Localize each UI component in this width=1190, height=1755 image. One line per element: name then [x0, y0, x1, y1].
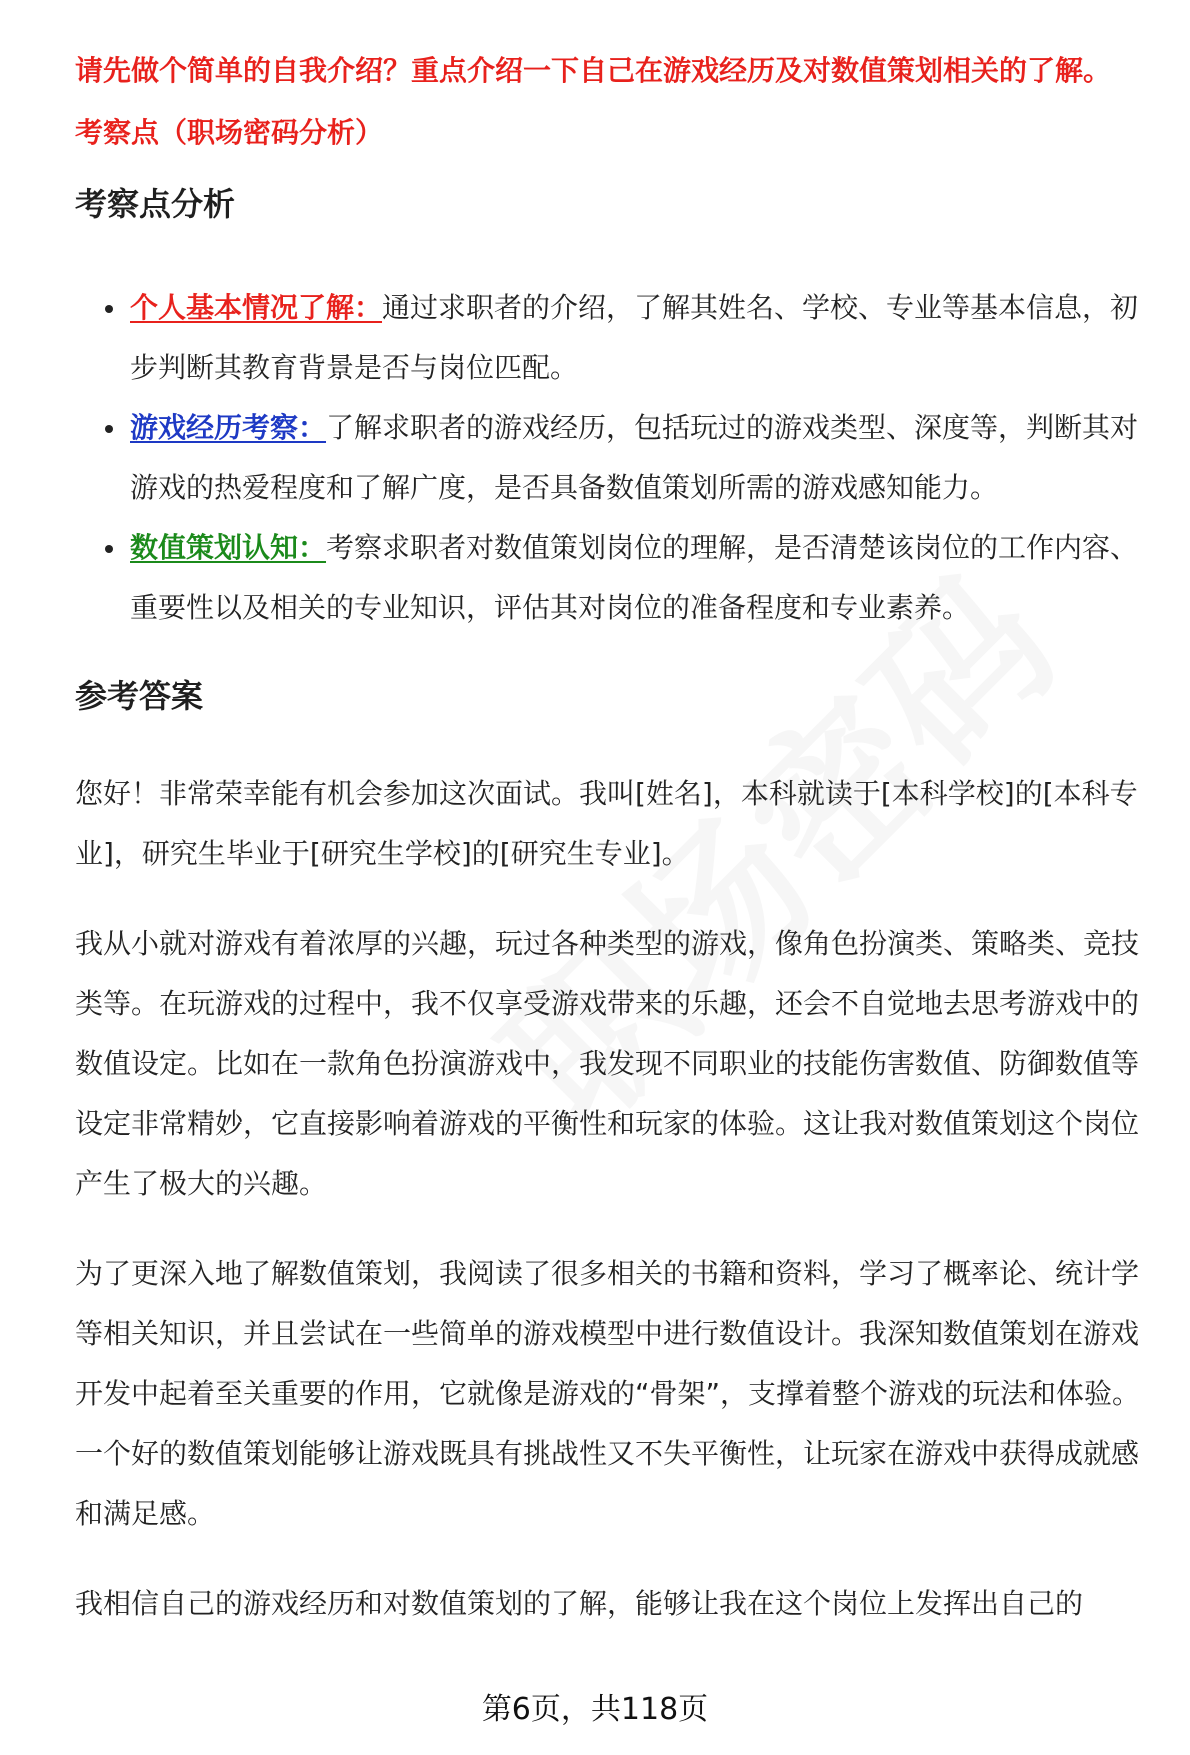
- analysis-heading: 考察点分析: [75, 185, 236, 223]
- analysis-point-text: 考察求职者对数值策划岗位的理解，是否清楚该岗位的工作内容、重要性以及相关的专业知识，评估其对岗位的准备程度和专业素养。: [130, 531, 1139, 624]
- analysis-points-list: [75, 278, 1155, 638]
- analysis-point-text: 了解求职者的游戏经历，包括玩过的游戏类型、深度等，判断其对游戏的热爱程度和了解广度，是否具备数值策划所需的游戏感知能力。: [130, 411, 1139, 504]
- analysis-point: [130, 278, 1155, 398]
- question-title: 请先做个简单的自我介绍？重点介绍一下自己在游戏经历及对数值策划相关的了解。: [75, 54, 1112, 87]
- analysis-point: [130, 398, 1155, 518]
- analysis-point-text: 通过求职者的介绍，了解其姓名、学校、专业等基本信息，初步判断其教育背景是否与岗位匹配。: [130, 291, 1139, 384]
- answer-paragraph: 我相信自己的游戏经历和对数值策划的了解，能够让我在这个岗位上发挥出自己的: [75, 1587, 1084, 1620]
- analysis-point-label: 个人基本情况了解：: [130, 291, 383, 324]
- analysis-point-label: 数值策划认知：: [130, 531, 327, 564]
- answer-paragraph: 为了更深入地了解数值策划，我阅读了很多相关的书籍和资料，学习了概率论、统计学等相关知识，并且尝试在一些简单的游戏模型中进行数值设计。我深知数值策划在游戏开发中起着至关重要的作用，它就像是游戏的“骨架”，支撑着整个游戏的玩法和体验。一个好的数值策划能够让游戏既具有挑战性又不失平衡性，让玩家在游戏中获得成就感和满足感。: [75, 1257, 1141, 1530]
- answer-heading: 参考答案: [75, 677, 204, 715]
- bullet-icon: [105, 305, 113, 313]
- bullet-icon: [105, 425, 113, 433]
- answer-paragraph: 您好！非常荣幸能有机会参加这次面试。我叫[姓名]，本科就读于[本科学校]的[本科专业]，研究生毕业于[研究生学校]的[研究生专业]。: [75, 777, 1138, 870]
- analysis-point: [130, 518, 1155, 638]
- analysis-point-label: 游戏经历考察：: [130, 411, 327, 444]
- bullet-icon: [105, 545, 113, 553]
- page-number: 第6页，共118页: [481, 1692, 709, 1727]
- answer-paragraph: 我从小就对游戏有着浓厚的兴趣，玩过各种类型的游戏，像角色扮演类、策略类、竞技类等。在玩游戏的过程中，我不仅享受游戏带来的乐趣，还会不自觉地去思考游戏中的数值设定。比如在一款角色扮演游戏中，我发现不同职业的技能伤害数值、防御数值等设定非常精妙，它直接影响着游戏的平衡性和玩家的体验。这让我对数值策划这个岗位产生了极大的兴趣。: [75, 927, 1140, 1200]
- document-page: [75, 52, 1155, 1664]
- question-subtitle: 考察点（职场密码分析）: [75, 116, 384, 149]
